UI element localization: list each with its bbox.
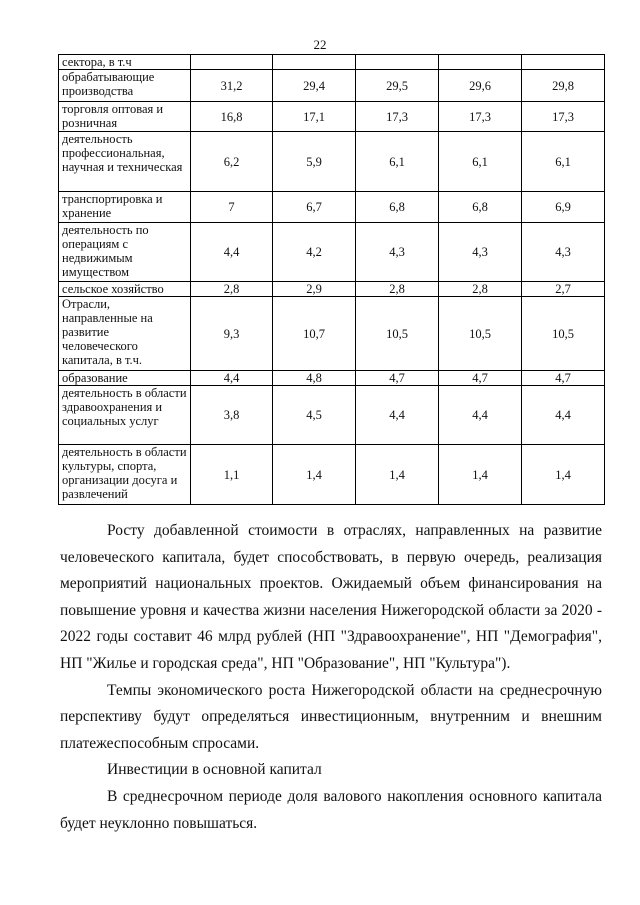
table-cell: 3,8	[191, 386, 273, 445]
table-cell: 4,4	[356, 386, 439, 445]
table-cell: 29,4	[273, 70, 356, 102]
table-cell: 6,1	[439, 132, 522, 192]
row-label: сельское хозяйство	[59, 282, 191, 297]
table-cell	[522, 55, 605, 70]
table-row	[59, 386, 605, 445]
paragraph: В среднесрочном периоде доля валового накопления основного капитала будет неуклонно повышаться.	[60, 787, 602, 832]
table-cell: 31,2	[191, 70, 273, 102]
table-cell: 10,5	[522, 297, 605, 371]
page-number: 22	[313, 37, 327, 52]
section-heading: Инвестиции в основной капитал	[107, 761, 322, 779]
table-cell: 2,8	[191, 282, 273, 297]
table-cell: 4,3	[522, 223, 605, 282]
table-cell: 4,4	[191, 371, 273, 386]
table-cell: 6,2	[191, 132, 273, 192]
table-cell: 5,9	[273, 132, 356, 192]
table-cell	[191, 55, 273, 70]
body-text	[60, 518, 602, 837]
row-label: образование	[59, 371, 191, 386]
table-row	[59, 70, 605, 102]
row-label: деятельность профессиональная, научная и техническая	[59, 132, 191, 192]
table-cell: 4,7	[439, 371, 522, 386]
table-cell: 6,8	[356, 192, 439, 223]
table-row	[59, 132, 605, 192]
table-cell: 4,8	[273, 371, 356, 386]
row-label: Отрасли, направленные на развитие человеческого капитала, в т.ч.	[59, 297, 191, 371]
table-cell: 2,8	[356, 282, 439, 297]
table-cell: 17,3	[439, 102, 522, 132]
table-row	[59, 371, 605, 386]
table-cell	[356, 55, 439, 70]
table-cell: 6,1	[522, 132, 605, 192]
table-cell: 4,7	[522, 371, 605, 386]
row-label: деятельность по операциям с недвижимым имуществом	[59, 223, 191, 282]
table-cell: 4,3	[439, 223, 522, 282]
table-cell: 4,3	[356, 223, 439, 282]
table-cell	[439, 55, 522, 70]
table-cell: 29,5	[356, 70, 439, 102]
table-cell: 9,3	[191, 297, 273, 371]
table-cell: 6,7	[273, 192, 356, 223]
table-cell: 7	[191, 192, 273, 223]
table-cell: 2,8	[439, 282, 522, 297]
table-cell: 4,4	[522, 386, 605, 445]
table-cell: 10,7	[273, 297, 356, 371]
table-row	[59, 55, 605, 70]
table-row	[59, 192, 605, 223]
table-cell: 1,4	[356, 445, 439, 505]
table-row	[59, 102, 605, 132]
table-cell: 10,5	[439, 297, 522, 371]
table-cell: 16,8	[191, 102, 273, 132]
table-cell: 4,4	[439, 386, 522, 445]
row-label: деятельность в области здравоохранения и социальных услуг	[59, 386, 191, 445]
row-label: обрабатывающие производства	[59, 70, 191, 102]
row-label: торговля оптовая и розничная	[59, 102, 191, 132]
data-table	[58, 54, 605, 505]
table-cell: 2,7	[522, 282, 605, 297]
table-row	[59, 282, 605, 297]
table-cell: 2,9	[273, 282, 356, 297]
row-label: сектора, в т.ч	[59, 55, 191, 70]
table-cell: 4,5	[273, 386, 356, 445]
table-row	[59, 445, 605, 505]
table-cell: 29,8	[522, 70, 605, 102]
table-cell: 6,9	[522, 192, 605, 223]
table-cell: 17,3	[356, 102, 439, 132]
table-cell: 10,5	[356, 297, 439, 371]
table-cell: 4,4	[191, 223, 273, 282]
table-cell: 17,3	[522, 102, 605, 132]
table-cell: 4,7	[356, 371, 439, 386]
table-cell: 1,4	[522, 445, 605, 505]
table-row	[59, 223, 605, 282]
paragraph: Темпы экономического роста Нижегородской области на среднесрочную перспективу будут определяться инвестиционным, внутренним и внешним платежеспособным спросами.	[60, 681, 602, 752]
table-cell: 17,1	[273, 102, 356, 132]
table-row	[59, 297, 605, 371]
row-label: деятельность в области культуры, спорта, организации досуга и развлечений	[59, 445, 191, 505]
table-cell: 4,2	[273, 223, 356, 282]
table-cell: 1,4	[273, 445, 356, 505]
table-cell: 29,6	[439, 70, 522, 102]
table-cell: 6,1	[356, 132, 439, 192]
table-cell: 1,4	[439, 445, 522, 505]
table-cell: 1,1	[191, 445, 273, 505]
table-cell	[273, 55, 356, 70]
table-cell: 6,8	[439, 192, 522, 223]
row-label: транспортировка и хранение	[59, 192, 191, 223]
paragraph: Росту добавленной стоимости в отраслях, направленных на развитие человеческого капитала, будет способствовать, в первую очередь, реализация мероприятий национальных проектов. Ожидаемый объем финансирования на повышение уровня и качества жизни населения Нижегородской области за 2020 - 2022 годы составит 46 млрд рублей (НП "Здравоохранение", НП "Демография", НП "Жилье и городская среда", НП "Образование", НП "Культура").	[60, 522, 602, 672]
